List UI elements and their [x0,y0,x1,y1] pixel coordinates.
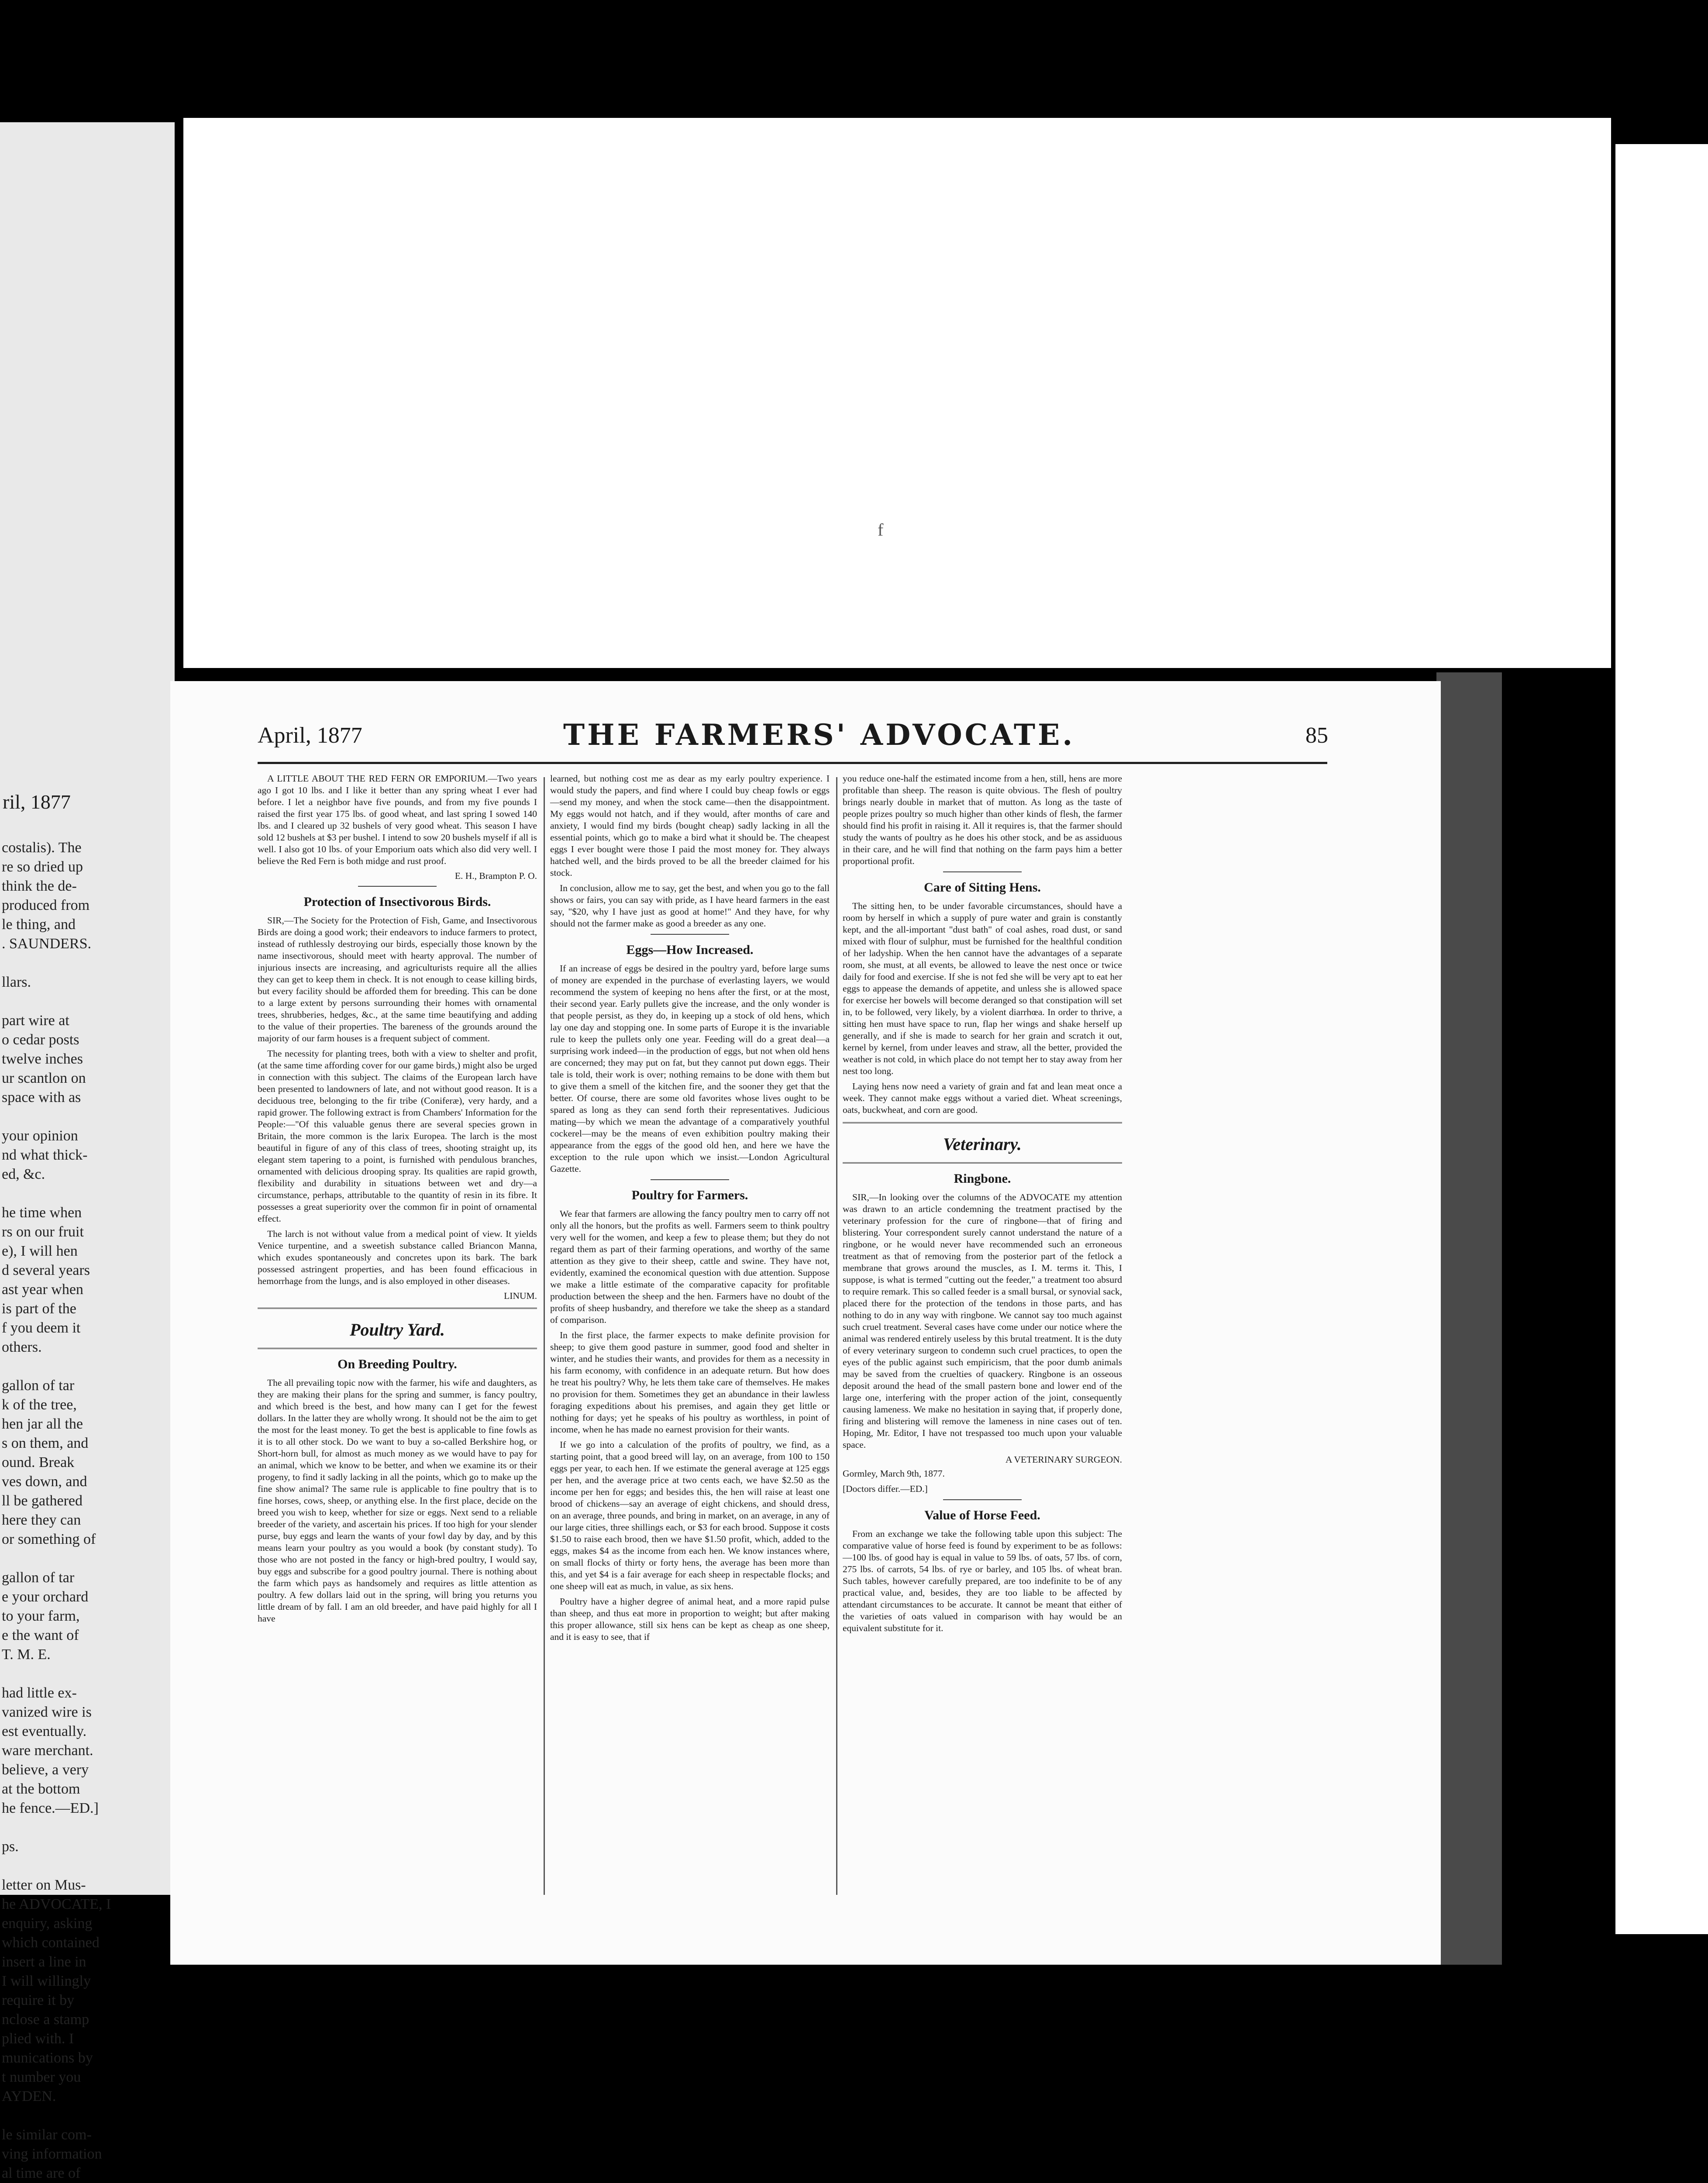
paragraph: SIR,—The Society for the Protection of Fish, Game, and Insectivorous Birds are doing a good work; their endeavors to induce farmers to protect, instead of ruthlessly destroying our birds, especially those known by the name insectivorous, should meet with hearty approval. The number of injurious insects are increasing, and agriculturists require all the allies they can get to keep them in check. It is not enough to cease killing birds, but every facility should be afforded them for breeding. This can be done to a large extent by persons surrounding their homes with ornamental trees, shrubberies, hedges, &c., at the same time beautifying and adding to the value of their properties. The bareness of the grounds around the majority of our farm houses is a frequent subject of comment. [258,915,537,1043]
paragraph: If we go into a calculation of the profits of poultry, we find, as a starting point, that a good breed will lay, on an average, from 100 to 150 eggs per year, to each hen. If we estimate the general average at 125 eggs per hen, and the average price at two cents each, we have $2.50 as the income per hen for eggs; and besides this, the hen will raise at least one brood of chickens—say an average of eight chickens, and should dress, on an average, three pounds, and bring in market, on an average, in any of our large cities, three shillings each, or $3 for each brood. Suppose it costs $1.50 to raise each brood, then we have $1.50 profit, which, added to the eggs, makes $4 as the income from each hen. We know instances where, on small flocks of thirty or forty hens, the average has been more than this, and yet $4 is a fair average for each sheep in respectable flocks; and one sheep will eat as much, in value, as six hens. [550,1439,830,1591]
signature: LINUM. [504,1291,537,1301]
separator [943,1499,1022,1500]
column-rule [836,777,837,1895]
separator [943,871,1022,872]
header-rule [258,762,1327,764]
paragraph: The larch is not without value from a medical point of view. It yields Venice turpentine, and a sweetish substance called Briancon Manna, which exudes spontaneously and concretes upon its bark. The bark possessed astringent properties, and has been found efficacious in hemorrhage from the lungs, and is also employed in other diseases. [258,1229,537,1286]
article-title: Value of Horse Feed. [924,1508,1040,1522]
department-heading: Poultry Yard. [350,1320,445,1339]
left-page-fragment [0,122,175,2181]
stray-mark: f [878,520,884,540]
paragraph: Laying hens now need a variety of grain and fat and lean meat once a week. They cannot make eggs without a varied diet. Wheat screenings, oats, buckwheat, and corn are good. [843,1081,1122,1115]
paragraph: We fear that farmers are allowing the fancy poultry men to carry off not only all the honors, but the profits as well. Farmers seem to think poultry very well for the women, and keep a few to please them; but they do not regard them as part of their farming operations, and worthy of the same attention as they give to their sheep, cattle and swine. They have not, evidently, examined the economical question with due attention. Suppose we make a little estimate of the comparative capacity for profitable production between the sheep and the hen. Farmers have no doubt of the profits of sheep husbandry, and therefore we take the sheep as a standard of comparison. [550,1209,830,1325]
article-title: On Breeding Poultry. [337,1357,457,1371]
article-title: Poultry for Farmers. [631,1188,748,1202]
column-rule [544,777,545,1895]
paragraph: you reduce one-half the estimated income from a hen, still, hens are more profitable than sheep. The reason is quite obvious. The flesh of poultry brings nearly double in market that of mutton. As long as the taste of people prizes poultry so much higher than other kinds of flesh, the farmer should find his profit in raising it. All it requires is, that the farmer should study the wants of poultry as he does his other stock, and be as assiduous in their care, and he will find that nothing on the farm pays him a better proportional profit. [843,773,1122,866]
department-heading: Veterinary. [943,1134,1022,1154]
section-rule [843,1122,1122,1123]
page-header [170,681,1441,773]
paragraph: In the first place, the farmer expects to make definite provision for sheep; to give them good pasture in summer, good food and shelter in winter, and he studies their wants, and provides for them as a necessity in his farm economy, with confidence in an adequate return. But how does he treat his poultry? Why, he lets them take care of themselves. He makes no provision for them. Sometimes they get an abundance in their lawless foraging expeditions about his premises, and again they get little or nothing for days; yet he speaks of his poultry as worthless, in point of income, when he has made no earnest provision for their wants. [550,1330,830,1435]
paragraph: In conclusion, allow me to say, get the best, and when you go to the fall shows or fairs, you can say with pride, as I have heard farmers in the east say, "$20, why I have just as good at home!" And they have, for why should not the farmer make as good a breeder as any one. [550,883,830,929]
section-rule [258,1348,537,1349]
next-page-edge [1615,144,1708,1934]
paragraph: learned, but nothing cost me as dear as my early poultry experience. I would study the papers, and find where I could buy cheap fowls or eggs—send my money, and when the stock came—then the disappointment. My eggs would not hatch, and if they would, after months of care and anxiety, I would find my birds (bought cheap) sadly lacking in all the essential points, which go to make a bird what it should be. The cheapest eggs I ever bought were those I paid the most money for. They always hatched well, and the birds proved to be all the breeder claimed for his stock. [550,773,830,878]
paragraph: If an increase of eggs be desired in the poultry yard, before large sums of money are expended in the purchase of everlasting layers, we would recommend the system of keeping no hens after the first, or at the most, their second year. Early pullets give the increase, and the only wonder is that people persist, as they do, in keeping up a stock of old hens, which lay one day and stopping one. In some parts of Europe it is the invariable rule to keep the pullets only one year. Feeding will do a great deal—a surprising work indeed—in the production of eggs, but not when old hens are concerned; they may put on fat, but they cannot put down eggs. Their tale is told, their work is over; nothing remains to be done with them but to give them a smell of the kitchen fire, and the sooner they get that the better. Of course, there are some old favorites whose lives ought to be spared as long as they can send forth their representatives. Judicious mating—by which we mean the advantage of a comparatively youthful cockerel—may be the means of even exhibition poultry making their appearance from the eggs of the good old hen, and here we have the exception to the rule upon which we insist.—London Agricultural Gazette. [550,963,830,1174]
left-page-column: costalis). The re so dried up think the de- produced from le thing, and . SAUNDERS. llars. part wire at o cedar posts twelve inches ur scantlon on space with as your opinion nd what thick- ed, &c. he time when rs on our fruit e), I will hen d several years ast year when is part of the f you deem it others. gallon of tar k of the tree, hen jar all the s on them, and ound. Break ves down, and ll be gathered here they can or something of gallon of tar e your orchard to your farm, e the want of T. M. E. had little ex- vanized wire is est eventually. ware merchant. believe, a very at the bottom he fence.—ED.] ps. letter on Mus- he ADVOCATE, I enquiry, asking which contained insert a line in I will willingly require it by nclose a stamp plied with. I munications by t number you AYDEN. le similar com- ving information al time are of [2,840,111,2181]
section-rule [843,1162,1122,1164]
separator [651,1179,729,1180]
paragraph: The sitting hen, to be under favorable circumstances, should have a room by herself in which a supply of pure water and grain is constantly kept, and the all-important "dust bath" of coal ashes, road dust, or sand mixed with flour of sulphur, must be furnished for the healthful condition of her ladyship. When the hen cannot have the advantages of a separate room, she must, at all events, be allowed to leave the nest once or twice daily for food and exercise. If she is not fed she will be very apt to eat her eggs to appease the demands of appetite, and unless she is allowed space for exercise her bowels will become deranged so that constipation will set in, to be followed, very likely, by a violent diarrhœa. In order to thrive, a sitting hen must have space to run, flap her wings and shake herself up generally, and if she is made to search for her grain and scratch it out, kernel by kernel, from under leaves and straw, all the better, provided the weather is not cold, in which place do not tempt her to stay away from her nest too long. [843,901,1122,1076]
paragraph-red-fern: A LITTLE ABOUT THE RED FERN OR EMPORIUM.—Two years ago I got 10 lbs. and I like it better than any spring wheat I ever had before. I let a neighbor have five pounds, and from my five pounds I raised the first year 175 lbs. of good wheat, and last spring I sowed 140 lbs. and I cleared up 32 bushels of very good wheat. This season I have sold 12 bushels at $3 per bushel. I intend to sow 20 bushels myself if all is well. I also got 10 lbs. of your Emporium oats which also did very well. I believe the Red Fern is both midge and rust proof. [258,773,537,866]
dateline: Gormley, March 9th, 1877. [843,1468,945,1479]
article-title: Eggs—How Increased. [626,943,754,957]
left-page-header: ril, 1877 [3,791,71,813]
signature: E. H., Brampton P. O. [455,871,537,881]
article-title: Care of Sitting Hens. [924,880,1041,895]
separator [651,934,729,935]
section-rule [258,1308,537,1309]
article-title: Ringbone. [954,1171,1011,1186]
book-spine [1436,672,1502,1965]
paragraph: Poultry have a higher degree of animal heat, and a more rapid pulse than sheep, and thus eat more in proportion to weight; but after making this proper allowance, still six hens can be kept as cheap as one sheep, and it is easy to see, that if [550,1596,830,1642]
column-3 [843,773,1122,1908]
column-1 [258,773,537,1908]
article-title: Protection of Insectivorous Birds. [303,895,491,909]
masthead-title: THE FARMERS' ADVOCATE. [563,718,1075,752]
blank-upper-page [183,118,1611,668]
paragraph: From an exchange we take the following table upon this subject: The comparative value of horse feed is found by experiment to be as follows:—100 lbs. of good hay is equal in value to 59 lbs. of oats, 57 lbs. of corn, 275 lbs. of carrots, 54 lbs. of rye or barley, and 105 lbs. of wheat bran. Such tables, however carefully prepared, are too indefinite to be of any practical value, and, besides, they are too liable to be affected by attendant circumstances to be accurate. It cannot be meant that either of the varieties of oats valued in comparison with hay would be an equivalent substitute for it. [843,1529,1122,1633]
paragraph: The necessity for planting trees, both with a view to shelter and profit, (at the same time affording cover for our game birds,) might also be urged in connection with this subject. The claims of the European larch have been presented to landowners of late, and not without good reason. It is a deciduous tree, belonging to the fir tribe (Coniferæ), very hardy, and a rapid grower. The following extract is from Chambers' Information for the People:—"Of this valuable genus there are several species grown in Britain, the more common is the larix Europea. The larch is the most beautiful in figure of any of this class of trees, shooting straight up, its elegant stem tapering to a point, is furnished with pendulous branches, ornamented with delicious drooping spray. Its qualities are rapid growth, flexibility and durability in situations between wet and dry—a circumstance, perhaps, attributable to the quantity of resin in its fibre. It possesses a great superiority over the common fir in point of ornamental effect. [258,1048,537,1224]
paragraph: SIR,—In looking over the columns of the ADVOCATE my attention was drawn to an article condemning the treatment practised by the veterinary profession for the cure of ringbone—that of firing and blistering. Your correspondent surely cannot understand the nature of a ringbone, or he would never have recommended such an erroneous treatment as that of removing from the posterior part of the fetlock a membrane that grows around the muscles, as I. M. terms it. This, I suppose, is what is termed "cutting out the feeder," a treatment too absurd to require remark. This so called feeder is a small bursal, or synovial sack, placed there for the protection of the tendons in those parts, and has nothing to do in any way with ringbone. We cannot say too much against such cruel treatment. Several cases have come under our notice where the animal was rendered entirely useless by this brutal treatment. It is the duty of every veterinary surgeon to condemn such cruel practices, to open the eyes of the public against such empiricism, that the poor dumb animals may be saved from the cruelties of quackery. Ringbone is an osseous deposit around the head of the small pastern bone and lower end of the large one, interfering with the proper action of the joint, consequently causing lameness. We make no hesitation in saying that, if properly done, firing and blistering will remove the lameness in nine cases out of ten. Hoping, Mr. Editor, I have not trespassed too much upon your valuable space. [843,1192,1122,1450]
issue-date: April, 1877 [258,723,362,748]
signature: A VETERINARY SURGEON. [1006,1454,1122,1465]
page-number: 85 [1305,723,1328,748]
column-2 [550,773,830,1908]
newspaper-page [170,681,1441,1965]
editor-note: [Doctors differ.—ED.] [843,1484,928,1494]
paragraph: The all prevailing topic now with the farmer, his wife and daughters, as they are making their plans for the spring and summer, is fancy poultry, and which breed is the best, and how many can I get for the fewest dollars. In the latter they are wholly wrong. It should not be the aim to get the most for the least money. To get the best is applicable to fine fowls as it is to all other stock. Do we want to buy a so-called Berkshire hog, or Short-horn bull, for almost as much money as we would have to pay for an animal, which we know to be better, and when we examine its or their progeny, to find it sadly lacking in all the points, which go to make up the fine show animal? The same rule is applicable to fine poultry that is to fine horses, cows, sheep, or anything else. In the first place, decide on the breed you wish to keep, whether for size or eggs. Next send to a reliable breeder of the variety, and ascertain his prices. If too high for your slender purse, buy eggs and learn the wants of your fowl day by day, and by this means learn your poultry as you would a book (by constant study). To those who are not posted in the fancy or high-bred poultry, I would say, buy eggs and subscribe for a good poultry journal. There is nothing about the farm which pays as handsomely and requires as little attention as poultry. A few dollars laid out in the spring, will bring you returns you little dream of by fall. I am an old breeder, and have paid highly for all I have [258,1377,537,1624]
separator [358,886,437,887]
